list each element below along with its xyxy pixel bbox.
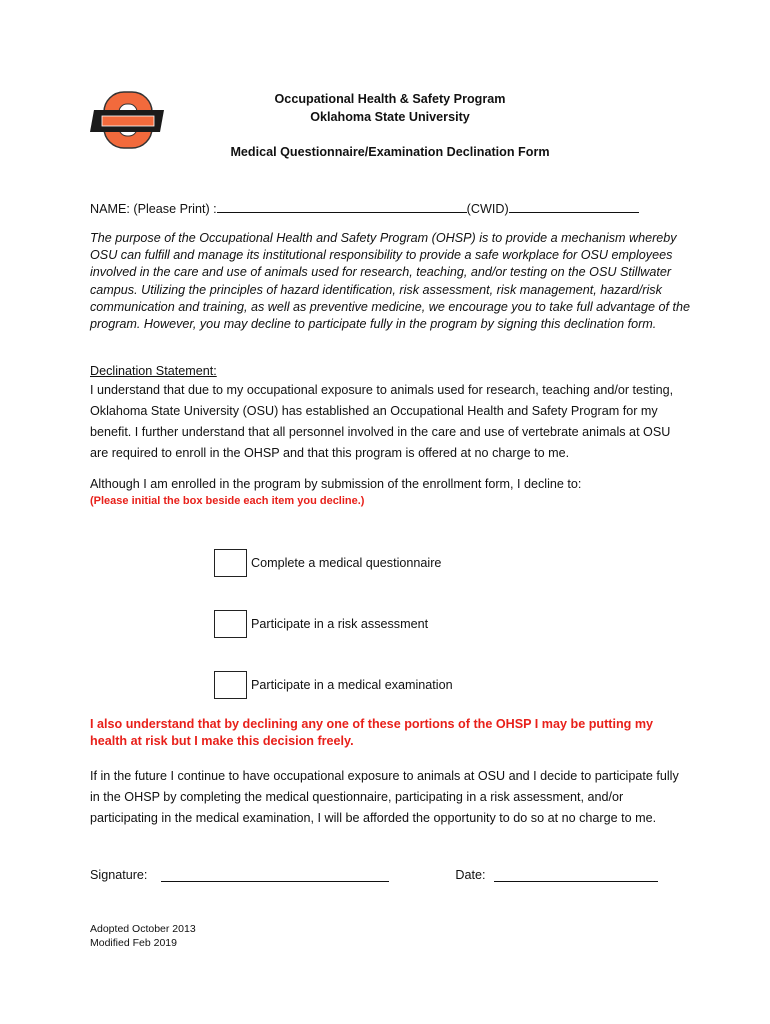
decline-intro: Although I am enrolled in the program by submission of the enrollment form, I decline to: xyxy=(90,476,582,491)
name-field[interactable] xyxy=(217,200,467,213)
date-field[interactable] xyxy=(494,867,658,882)
name-label: NAME: (Please Print) : xyxy=(90,202,217,216)
item-risk-assessment xyxy=(214,609,690,639)
instruction-text: (Please initial the box beside each item you decline.) xyxy=(90,494,365,507)
university-title: Oklahoma State University xyxy=(310,110,470,124)
item-risk-assessment-label: Participate in a risk assessment xyxy=(251,617,429,632)
cwid-field[interactable] xyxy=(509,200,639,213)
date-label: Date: xyxy=(455,867,486,882)
warning-text: I also understand that by declining any one of these portions of the OHSP I may be putting my health at risk but I make this decision freely. xyxy=(90,717,654,749)
declination-heading: Declination Statement: xyxy=(90,364,217,379)
signature-field[interactable] xyxy=(161,867,389,882)
future-paragraph: If in the future I continue to have occupational exposure to animals at OSU and I decide to participate fully in the OHSP by completing the medical questionnaire, participating in a risk assessment, and/or participating in the medical examination, I will be afforded the opportunity to do so at no charge to me. xyxy=(90,769,679,826)
declination-text: I understand that due to my occupational exposure to animals used for research, teaching and/or testing, Oklahoma State University (OSU) has established an Occupational Health and Safety Program for my benefit. I further understand that all personnel involved in the care and use of vertebrate animals at OSU are required to enroll in the OHSP and that this program is offered at no charge to me. xyxy=(90,383,674,460)
initial-box-risk-assessment[interactable] xyxy=(214,610,247,638)
signature-label: Signature: xyxy=(90,867,148,882)
item-questionnaire-label: Complete a medical questionnaire xyxy=(251,556,442,571)
item-medical-exam xyxy=(214,670,690,700)
program-title: Occupational Health & Safety Program xyxy=(274,92,506,106)
purpose-paragraph: The purpose of the Occupational Health and Safety Program (OHSP) is to provide a mechanism whereby OSU can fulfill and manage its institutional responsibility to provide a safe workplace for OSU employees involved in the care and use of animals used for research, teaching, and/or testing on the OSU Stillwater campus. Utilizing the principles of hazard identification, risk assessment, risk management, hazard/risk communication and training, as well as preventive medicine, we encourage you to take full advantage of the program. However, you may decline to participate fully in the program by signing this declination form. xyxy=(90,231,690,332)
modified-date: Modified Feb 2019 xyxy=(90,936,177,949)
cwid-label: (CWID) xyxy=(466,202,509,216)
form-title: Medical Questionnaire/Examination Declination Form xyxy=(230,145,550,159)
adopted-date: Adopted October 2013 xyxy=(90,922,196,935)
item-medical-exam-label: Participate in a medical examination xyxy=(251,678,453,693)
footer xyxy=(90,922,690,950)
item-questionnaire xyxy=(214,548,690,578)
initial-box-questionnaire[interactable] xyxy=(214,549,247,577)
initial-box-medical-exam[interactable] xyxy=(214,671,247,699)
name-line xyxy=(90,200,690,216)
signature-row xyxy=(90,867,690,882)
